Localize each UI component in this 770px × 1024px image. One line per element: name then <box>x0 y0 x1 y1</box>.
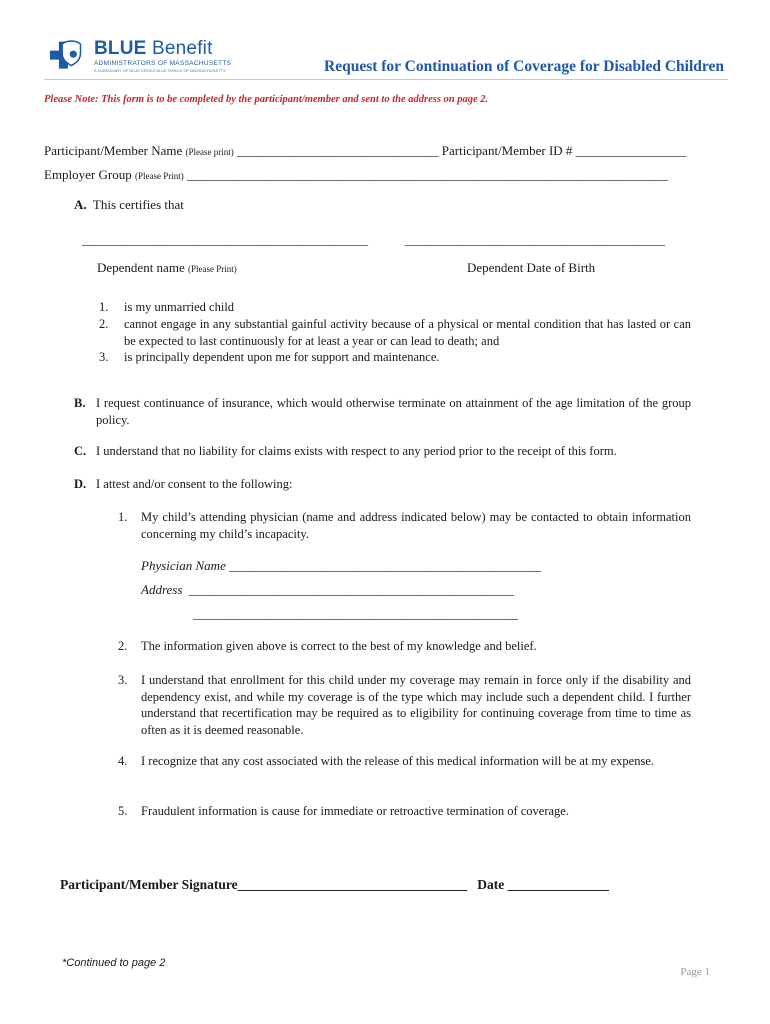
list-item: Fraudulent information is cause for immediate or retroactive termination of coverage. <box>141 804 569 818</box>
logo-tagline: A SUBSIDIARY OF BLUE CROSS BLUE SHIELD OF MASSACHUSETTS <box>94 68 226 73</box>
signature-row <box>60 877 609 893</box>
employer-label: Employer Group <box>44 167 132 182</box>
list-item-number: 2. <box>118 639 128 653</box>
logo-wordmark: BLUE Benefit <box>94 38 213 59</box>
list-item: is my unmarried child <box>124 300 235 314</box>
list-item-number: 1. <box>99 300 109 314</box>
list-item-number: 3. <box>99 350 109 364</box>
list-item-number: 5. <box>118 804 128 818</box>
employer-row <box>44 167 668 183</box>
section-c-text: I understand that no liability for claims exists with respect to any period prior to the receipt of this form. <box>96 444 617 458</box>
instruction-note: Please Note: This form is to be completed by the participant/member and sent to the address on page 2. <box>44 94 489 105</box>
physician-name-field[interactable]: ________________________________________________ <box>229 558 542 573</box>
employer-field[interactable]: __________________________________________________________________________ <box>186 167 668 182</box>
list-item-number: 4. <box>118 754 128 768</box>
dependent-name-field[interactable]: ____________________________________________ <box>82 232 368 247</box>
section-b-text: I request continuance of insurance, which would otherwise terminate on attainment of the age limitation of the group policy. <box>96 396 691 427</box>
address-row <box>141 582 514 598</box>
employer-hint: (Please Print) <box>134 171 184 181</box>
page-number: Page 1 <box>680 966 710 978</box>
list-item: cannot engage in any substantial gainful activity because of a physical or mental condition that has lasted or can be expected to last continuously for at least a year or can lead to death; and <box>124 317 691 348</box>
address-field-line2[interactable]: __________________________________________________ <box>193 606 518 621</box>
logo-subtitle: ADMINISTRATORS OF MASSACHUSETTS <box>94 60 232 67</box>
member-name-row <box>44 143 686 159</box>
list-item: My child’s attending physician (name and address indicated below) may be contacted to obtain information concerning my child’s incapacity. <box>141 510 691 541</box>
member-name-label: Participant/Member Name <box>44 143 183 158</box>
member-name-hint: (Please print) <box>185 147 234 157</box>
address-field[interactable]: __________________________________________________ <box>188 582 514 597</box>
list-item-number: 2. <box>99 317 109 331</box>
physician-row <box>141 558 541 574</box>
header-divider <box>44 79 728 80</box>
section-d-intro: I attest and/or consent to the following: <box>96 477 293 491</box>
list-item: The information given above is correct to the best of my knowledge and belief. <box>141 639 537 653</box>
section-c-letter: C. <box>74 444 87 458</box>
date-label: Date <box>477 877 505 892</box>
member-id-field[interactable]: _________________ <box>575 143 687 158</box>
continued-note: *Continued to page 2 <box>62 957 166 969</box>
logo-shield-icon <box>44 38 90 74</box>
dependent-name-caption: Dependent name (Please Print) <box>97 260 237 275</box>
list-item: I understand that enrollment for this child under my coverage may remain in force only if the disability and dependency exist, and while my coverage is of the type which may include such a dependent child. I further understand that recertification may be required as to eligibility for continuing coverage from time to time as often as it is deemed reasonable. <box>141 673 691 737</box>
date-field[interactable]: _______________ <box>507 877 609 892</box>
address-label: Address <box>141 582 183 597</box>
signature-label: Participant/Member Signature <box>60 877 238 892</box>
section-b-letter: B. <box>74 396 86 410</box>
section-d-letter: D. <box>74 477 87 491</box>
list-item: is principally dependent upon me for support and maintenance. <box>124 350 440 364</box>
list-item-number: 1. <box>118 510 128 524</box>
section-a-heading: A. This certifies that <box>74 197 184 212</box>
dependent-dob-field[interactable]: ________________________________________ <box>405 232 665 247</box>
signature-field[interactable]: __________________________________ <box>237 877 468 892</box>
member-name-field[interactable]: _______________________________ <box>237 143 439 158</box>
member-id-label: Participant/Member ID # <box>441 143 573 158</box>
physician-label: Physician Name <box>141 558 226 573</box>
list-item-number: 3. <box>118 673 128 687</box>
dependent-dob-caption: Dependent Date of Birth <box>467 260 596 275</box>
list-item: I recognize that any cost associated with the release of this medical information will be at my expense. <box>141 754 655 768</box>
page-title: Request for Continuation of Coverage for Disabled Children <box>324 58 724 75</box>
